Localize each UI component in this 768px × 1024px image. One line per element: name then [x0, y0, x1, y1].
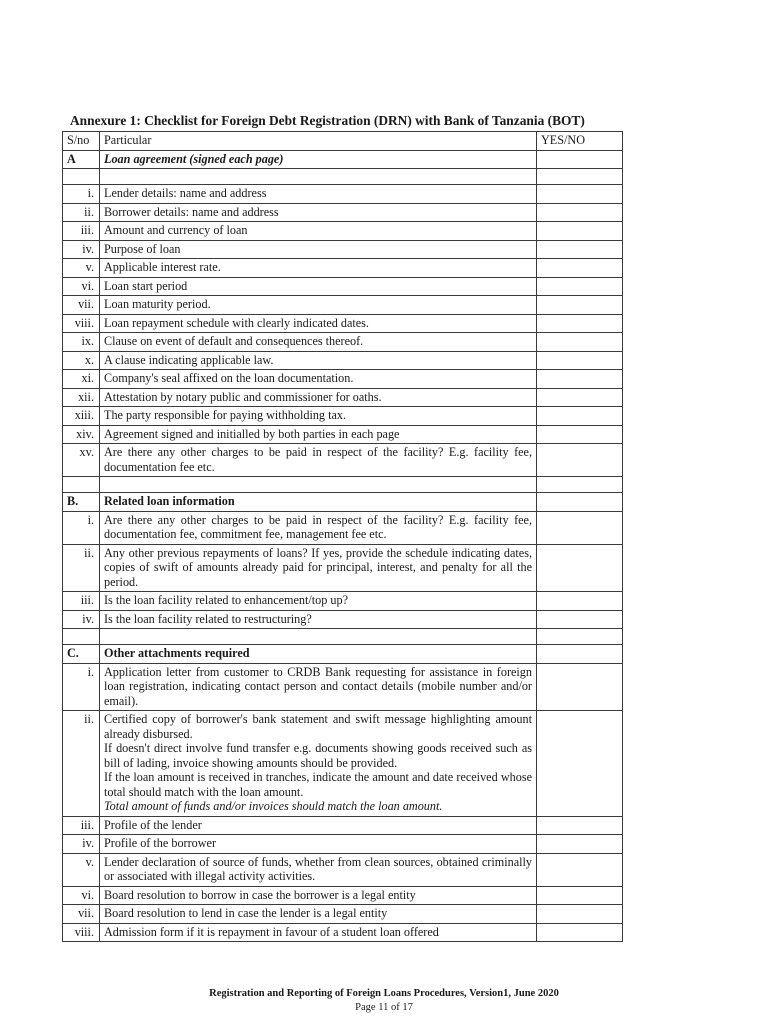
- yesno-cell[interactable]: [537, 610, 623, 629]
- row-sno: vii.: [63, 905, 100, 924]
- row-particular: A clause indicating applicable law.: [100, 351, 537, 370]
- table-row: [63, 314, 623, 333]
- row-sno: ii.: [63, 711, 100, 817]
- table-row: [63, 905, 623, 924]
- page-title: Annexure 1: Checklist for Foreign Debt Registration (DRN) with Bank of Tanzania (BOT): [70, 113, 585, 128]
- row-sno: v.: [63, 853, 100, 886]
- yesno-cell[interactable]: [537, 185, 623, 204]
- row-sno: iv.: [63, 610, 100, 629]
- table-row: [63, 592, 623, 611]
- row-particular: The party responsible for paying withholding tax.: [100, 407, 537, 426]
- row-particular: Is the loan facility related to enhancement/top up?: [100, 592, 537, 611]
- yesno-cell[interactable]: [537, 592, 623, 611]
- section-b-sno: B.: [63, 493, 100, 512]
- row-particular: Board resolution to borrow in case the borrower is a legal entity: [100, 886, 537, 905]
- row-particular: Borrower details: name and address: [100, 203, 537, 222]
- row-sno: xv.: [63, 444, 100, 477]
- row-sno: iii.: [63, 222, 100, 241]
- row-particular: Is the loan facility related to restructuring?: [100, 610, 537, 629]
- yesno-cell[interactable]: [537, 853, 623, 886]
- table-row: [63, 425, 623, 444]
- yesno-cell[interactable]: [537, 222, 623, 241]
- table-row: [63, 544, 623, 592]
- table-row: [63, 203, 623, 222]
- yesno-cell[interactable]: [537, 388, 623, 407]
- table-row: [63, 835, 623, 854]
- checklist-table: [62, 131, 623, 942]
- row-particular: Attestation by notary public and commissioner for oaths.: [100, 388, 537, 407]
- footer-page-number: Page 11 of 17: [355, 1002, 413, 1013]
- yesno-cell[interactable]: [537, 835, 623, 854]
- row-particular: Purpose of loan: [100, 240, 537, 259]
- row-sno: xi.: [63, 370, 100, 389]
- yesno-cell[interactable]: [537, 277, 623, 296]
- row-sno: vi.: [63, 886, 100, 905]
- yesno-cell[interactable]: [537, 351, 623, 370]
- yesno-cell[interactable]: [537, 240, 623, 259]
- row-particular: Are there any other charges to be paid in respect of the facility? E.g. facility fee, documentation fee etc.: [100, 444, 537, 477]
- header-particular: Particular: [100, 132, 537, 151]
- row-sno: iii.: [63, 592, 100, 611]
- row-particular: Loan start period: [100, 277, 537, 296]
- table-row: [63, 816, 623, 835]
- row-particular: Admission form if it is repayment in favour of a student loan offered: [100, 923, 537, 942]
- row-particular: Applicable interest rate.: [100, 259, 537, 278]
- table-row: [63, 511, 623, 544]
- row-sno: x.: [63, 351, 100, 370]
- footer-document-title: Registration and Reporting of Foreign Loans Procedures, Version1, June 2020: [209, 988, 559, 999]
- paragraph: If the loan amount is received in tranches, indicate the amount and date received whose total should match with the loan amount.: [104, 770, 532, 799]
- blank-row: [63, 169, 623, 185]
- row-particular: [100, 711, 537, 817]
- blank-row: [63, 477, 623, 493]
- row-particular: Clause on event of default and consequences thereof.: [100, 333, 537, 352]
- header-yesno: YES/NO: [537, 132, 623, 151]
- yesno-cell[interactable]: [537, 544, 623, 592]
- yesno-cell[interactable]: [537, 886, 623, 905]
- yesno-cell[interactable]: [537, 203, 623, 222]
- table-row: [63, 370, 623, 389]
- yesno-cell[interactable]: [537, 150, 623, 169]
- table-row: [63, 853, 623, 886]
- row-sno: iv.: [63, 240, 100, 259]
- row-particular: Loan repayment schedule with clearly indicated dates.: [100, 314, 537, 333]
- yesno-cell[interactable]: [537, 645, 623, 664]
- row-particular: Agreement signed and initialled by both parties in each page: [100, 425, 537, 444]
- row-sno: vii.: [63, 296, 100, 315]
- row-sno: xiii.: [63, 407, 100, 426]
- yesno-cell[interactable]: [537, 296, 623, 315]
- table-row: [63, 663, 623, 711]
- section-b-row: [63, 493, 623, 512]
- row-particular: Company's seal affixed on the loan documentation.: [100, 370, 537, 389]
- yesno-cell[interactable]: [537, 711, 623, 817]
- row-sno: xii.: [63, 388, 100, 407]
- table-row: [63, 296, 623, 315]
- row-sno: vi.: [63, 277, 100, 296]
- yesno-cell[interactable]: [537, 663, 623, 711]
- row-sno: iv.: [63, 835, 100, 854]
- row-particular: Amount and currency of loan: [100, 222, 537, 241]
- table-row: [63, 610, 623, 629]
- yesno-cell[interactable]: [537, 493, 623, 512]
- row-sno: ii.: [63, 544, 100, 592]
- row-particular: Application letter from customer to CRDB Bank requesting for assistance in foreign loan registration, indicating contact person and contact details (mobile number and/or email).: [100, 663, 537, 711]
- section-a-title: Loan agreement (signed each page): [100, 150, 537, 169]
- table-header-row: [63, 132, 623, 151]
- header-sno: S/no: [63, 132, 100, 151]
- paragraph: If doesn't direct involve fund transfer e.g. documents showing goods received such as bill of lading, invoice showing amounts should be provided.: [104, 741, 532, 770]
- table-row: [63, 333, 623, 352]
- table-row: [63, 185, 623, 204]
- section-a-sno: A: [63, 150, 100, 169]
- table-row: [63, 388, 623, 407]
- row-sno: v.: [63, 259, 100, 278]
- row-particular: Any other previous repayments of loans? If yes, provide the schedule indicating dates, copies of swift of amounts already paid for principal, interest, and penalty for all the period.: [100, 544, 537, 592]
- table-row: [63, 277, 623, 296]
- table-row: [63, 240, 623, 259]
- yesno-cell[interactable]: [537, 259, 623, 278]
- table-row: [63, 444, 623, 477]
- yesno-cell[interactable]: [537, 444, 623, 477]
- yesno-cell[interactable]: [537, 314, 623, 333]
- row-sno: ix.: [63, 333, 100, 352]
- table-row: [63, 711, 623, 817]
- row-particular: Board resolution to lend in case the lender is a legal entity: [100, 905, 537, 924]
- yesno-cell[interactable]: [537, 425, 623, 444]
- section-c-sno: C.: [63, 645, 100, 664]
- row-sno: i.: [63, 511, 100, 544]
- row-particular: Loan maturity period.: [100, 296, 537, 315]
- row-particular: Profile of the lender: [100, 816, 537, 835]
- paragraph: Certified copy of borrower's bank statement and swift message highlighting amount already disbursed.: [104, 712, 532, 741]
- row-particular: Lender declaration of source of funds, whether from clean sources, obtained criminally or associated with illegal activity activities.: [100, 853, 537, 886]
- row-particular: Profile of the borrower: [100, 835, 537, 854]
- section-c-title: Other attachments required: [100, 645, 537, 664]
- row-particular: Lender details: name and address: [100, 185, 537, 204]
- row-sno: i.: [63, 663, 100, 711]
- paragraph-note: Total amount of funds and/or invoices should match the loan amount.: [104, 799, 443, 813]
- table-row: [63, 407, 623, 426]
- yesno-cell[interactable]: [537, 370, 623, 389]
- yesno-cell[interactable]: [537, 816, 623, 835]
- row-sno: ii.: [63, 203, 100, 222]
- row-sno: iii.: [63, 816, 100, 835]
- row-sno: viii.: [63, 314, 100, 333]
- row-sno: xiv.: [63, 425, 100, 444]
- yesno-cell[interactable]: [537, 905, 623, 924]
- section-c-row: [63, 645, 623, 664]
- row-sno: viii.: [63, 923, 100, 942]
- section-a-row: [63, 150, 623, 169]
- row-sno: i.: [63, 185, 100, 204]
- section-b-title: Related loan information: [100, 493, 537, 512]
- yesno-cell[interactable]: [537, 333, 623, 352]
- yesno-cell[interactable]: [537, 407, 623, 426]
- yesno-cell[interactable]: [537, 923, 623, 942]
- table-row: [63, 923, 623, 942]
- row-particular: Are there any other charges to be paid in respect of the facility? E.g. facility fee, documentation fee, commitment fee, management fee etc.: [100, 511, 537, 544]
- table-row: [63, 886, 623, 905]
- table-row: [63, 259, 623, 278]
- table-row: [63, 351, 623, 370]
- yesno-cell[interactable]: [537, 511, 623, 544]
- blank-row: [63, 629, 623, 645]
- table-row: [63, 222, 623, 241]
